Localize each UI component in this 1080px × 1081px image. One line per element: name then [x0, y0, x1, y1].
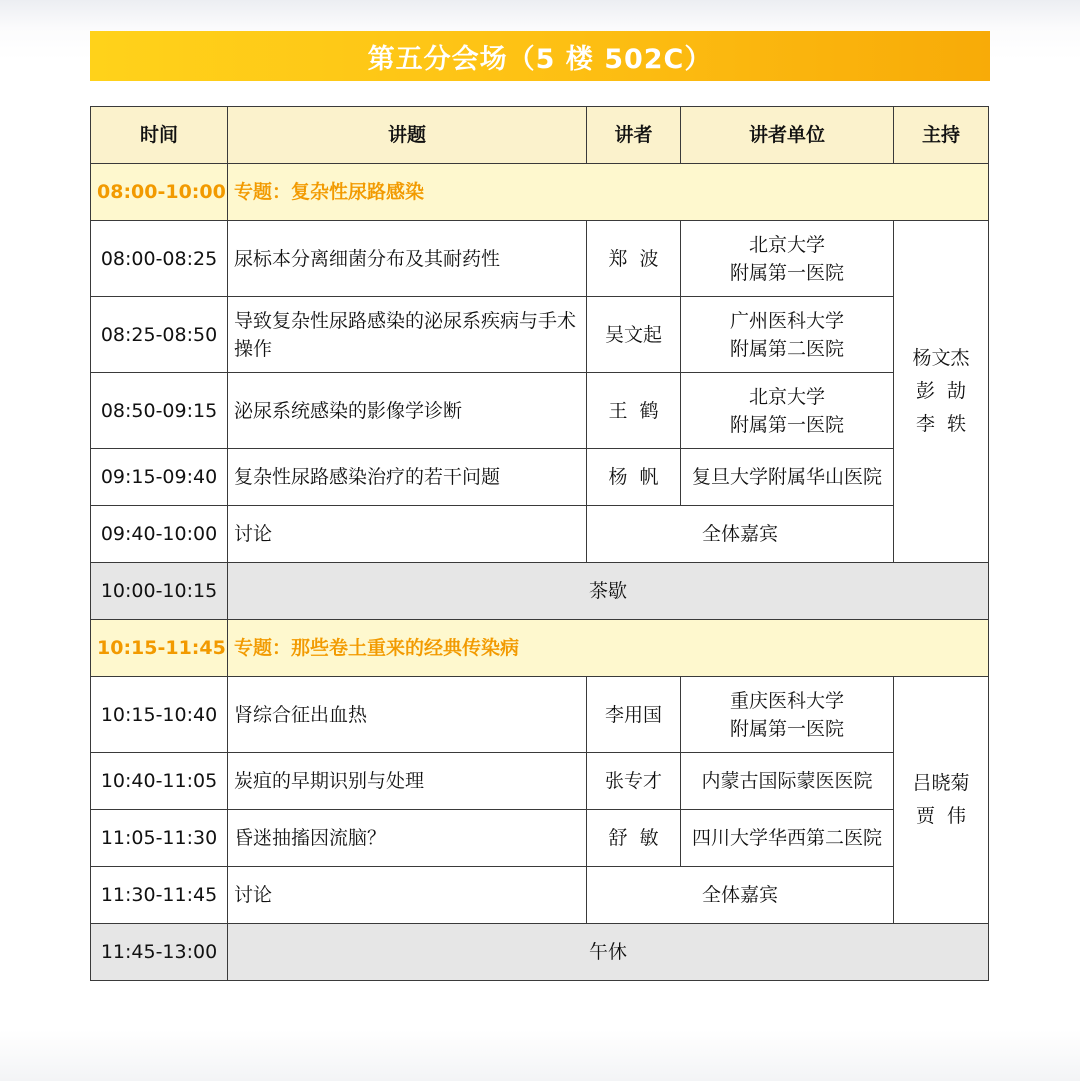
- speaker-unit: [681, 297, 894, 373]
- unit-line: 广州医科大学: [729, 309, 844, 332]
- talk-title: 昏迷抽搐因流脑？: [228, 810, 587, 867]
- talk-time: 11:05-11:30: [91, 810, 228, 867]
- table-row: [91, 449, 989, 506]
- discussion-title: 讨论: [228, 867, 587, 924]
- moderator-name: 贾 伟: [915, 805, 967, 827]
- speaker-unit: [681, 373, 894, 449]
- talk-title: 炭疽的早期识别与处理: [228, 753, 587, 810]
- break-row: [91, 563, 989, 620]
- moderator-name: 吕晓菊: [912, 772, 970, 794]
- unit-line: 复旦大学附属华山医院: [691, 466, 882, 488]
- unit-line: 附属第一医院: [729, 261, 844, 284]
- speaker-unit: [681, 449, 894, 506]
- discussion-speakers: 全体嘉宾: [587, 867, 894, 924]
- discussion-row: [91, 867, 989, 924]
- talk-time: 08:25-08:50: [91, 297, 228, 373]
- session-title: 专题：那些卷土重来的经典传染病: [228, 620, 989, 677]
- talk-title: 肾综合征出血热: [228, 677, 587, 753]
- header-unit: 讲者单位: [681, 107, 894, 164]
- unit-line: 四川大学华西第二医院: [691, 827, 882, 849]
- talk-time: 10:40-11:05: [91, 753, 228, 810]
- unit-line: 附属第一医院: [729, 413, 844, 436]
- session-time: 10:15-11:45: [91, 620, 228, 677]
- speaker-unit: [681, 753, 894, 810]
- moderator-name: 彭 劼: [915, 380, 967, 402]
- talk-time: 08:50-09:15: [91, 373, 228, 449]
- table-row: [91, 297, 989, 373]
- talk-time: 10:15-10:40: [91, 677, 228, 753]
- moderator-name: 杨文杰: [912, 347, 970, 369]
- venue-banner: [90, 31, 990, 81]
- talk-title: 复杂性尿路感染治疗的若干问题: [228, 449, 587, 506]
- discussion-time: 11:30-11:45: [91, 867, 228, 924]
- speaker-name: 张专才: [587, 753, 681, 810]
- break-time: 10:00-10:15: [91, 563, 228, 620]
- header-speaker: 讲者: [587, 107, 681, 164]
- unit-line: 附属第二医院: [729, 337, 844, 360]
- table-row: [91, 810, 989, 867]
- speaker-name: 郑 波: [587, 221, 681, 297]
- break-label: 午休: [228, 924, 989, 981]
- speaker-name: 吴文起: [587, 297, 681, 373]
- speaker-unit: [681, 221, 894, 297]
- discussion-time: 09:40-10:00: [91, 506, 228, 563]
- talk-time: 08:00-08:25: [91, 221, 228, 297]
- session-topic-row: [91, 620, 989, 677]
- discussion-row: [91, 506, 989, 563]
- session-time: 08:00-10:00: [91, 164, 228, 221]
- speaker-name: 王 鹤: [587, 373, 681, 449]
- moderator-name: 李 轶: [915, 413, 967, 435]
- talk-title: 尿标本分离细菌分布及其耐药性: [228, 221, 587, 297]
- session-topic-row: [91, 164, 989, 221]
- header-talk: 讲题: [228, 107, 587, 164]
- speaker-unit: [681, 677, 894, 753]
- discussion-speakers: 全体嘉宾: [587, 506, 894, 563]
- break-time: 11:45-13:00: [91, 924, 228, 981]
- talk-title: 导致复杂性尿路感染的泌尿系疾病与手术操作: [228, 297, 587, 373]
- unit-line: 重庆医科大学: [729, 689, 844, 712]
- break-label: 茶歇: [228, 563, 989, 620]
- table-row: [91, 373, 989, 449]
- header-moderator: 主持: [894, 107, 989, 164]
- break-row: [91, 924, 989, 981]
- speaker-name: 舒 敏: [587, 810, 681, 867]
- table-row: [91, 221, 989, 297]
- unit-line: 北京大学: [748, 385, 825, 408]
- table-header-row: [91, 107, 989, 164]
- unit-line: 北京大学: [748, 233, 825, 256]
- unit-line: 附属第一医院: [729, 717, 844, 740]
- talk-title: 泌尿系统感染的影像学诊断: [228, 373, 587, 449]
- speaker-name: 杨 帆: [587, 449, 681, 506]
- moderators-cell: [894, 221, 989, 563]
- header-time: 时间: [91, 107, 228, 164]
- moderators-cell: [894, 677, 989, 924]
- speaker-name: 李用国: [587, 677, 681, 753]
- table-row: [91, 753, 989, 810]
- speaker-unit: [681, 810, 894, 867]
- unit-line: 内蒙古国际蒙医医院: [701, 770, 873, 792]
- discussion-title: 讨论: [228, 506, 587, 563]
- schedule-table: [90, 106, 989, 981]
- table-row: [91, 677, 989, 753]
- venue-title: 第五分会场（5 楼 502C）: [367, 43, 713, 75]
- talk-time: 09:15-09:40: [91, 449, 228, 506]
- session-title: 专题：复杂性尿路感染: [228, 164, 989, 221]
